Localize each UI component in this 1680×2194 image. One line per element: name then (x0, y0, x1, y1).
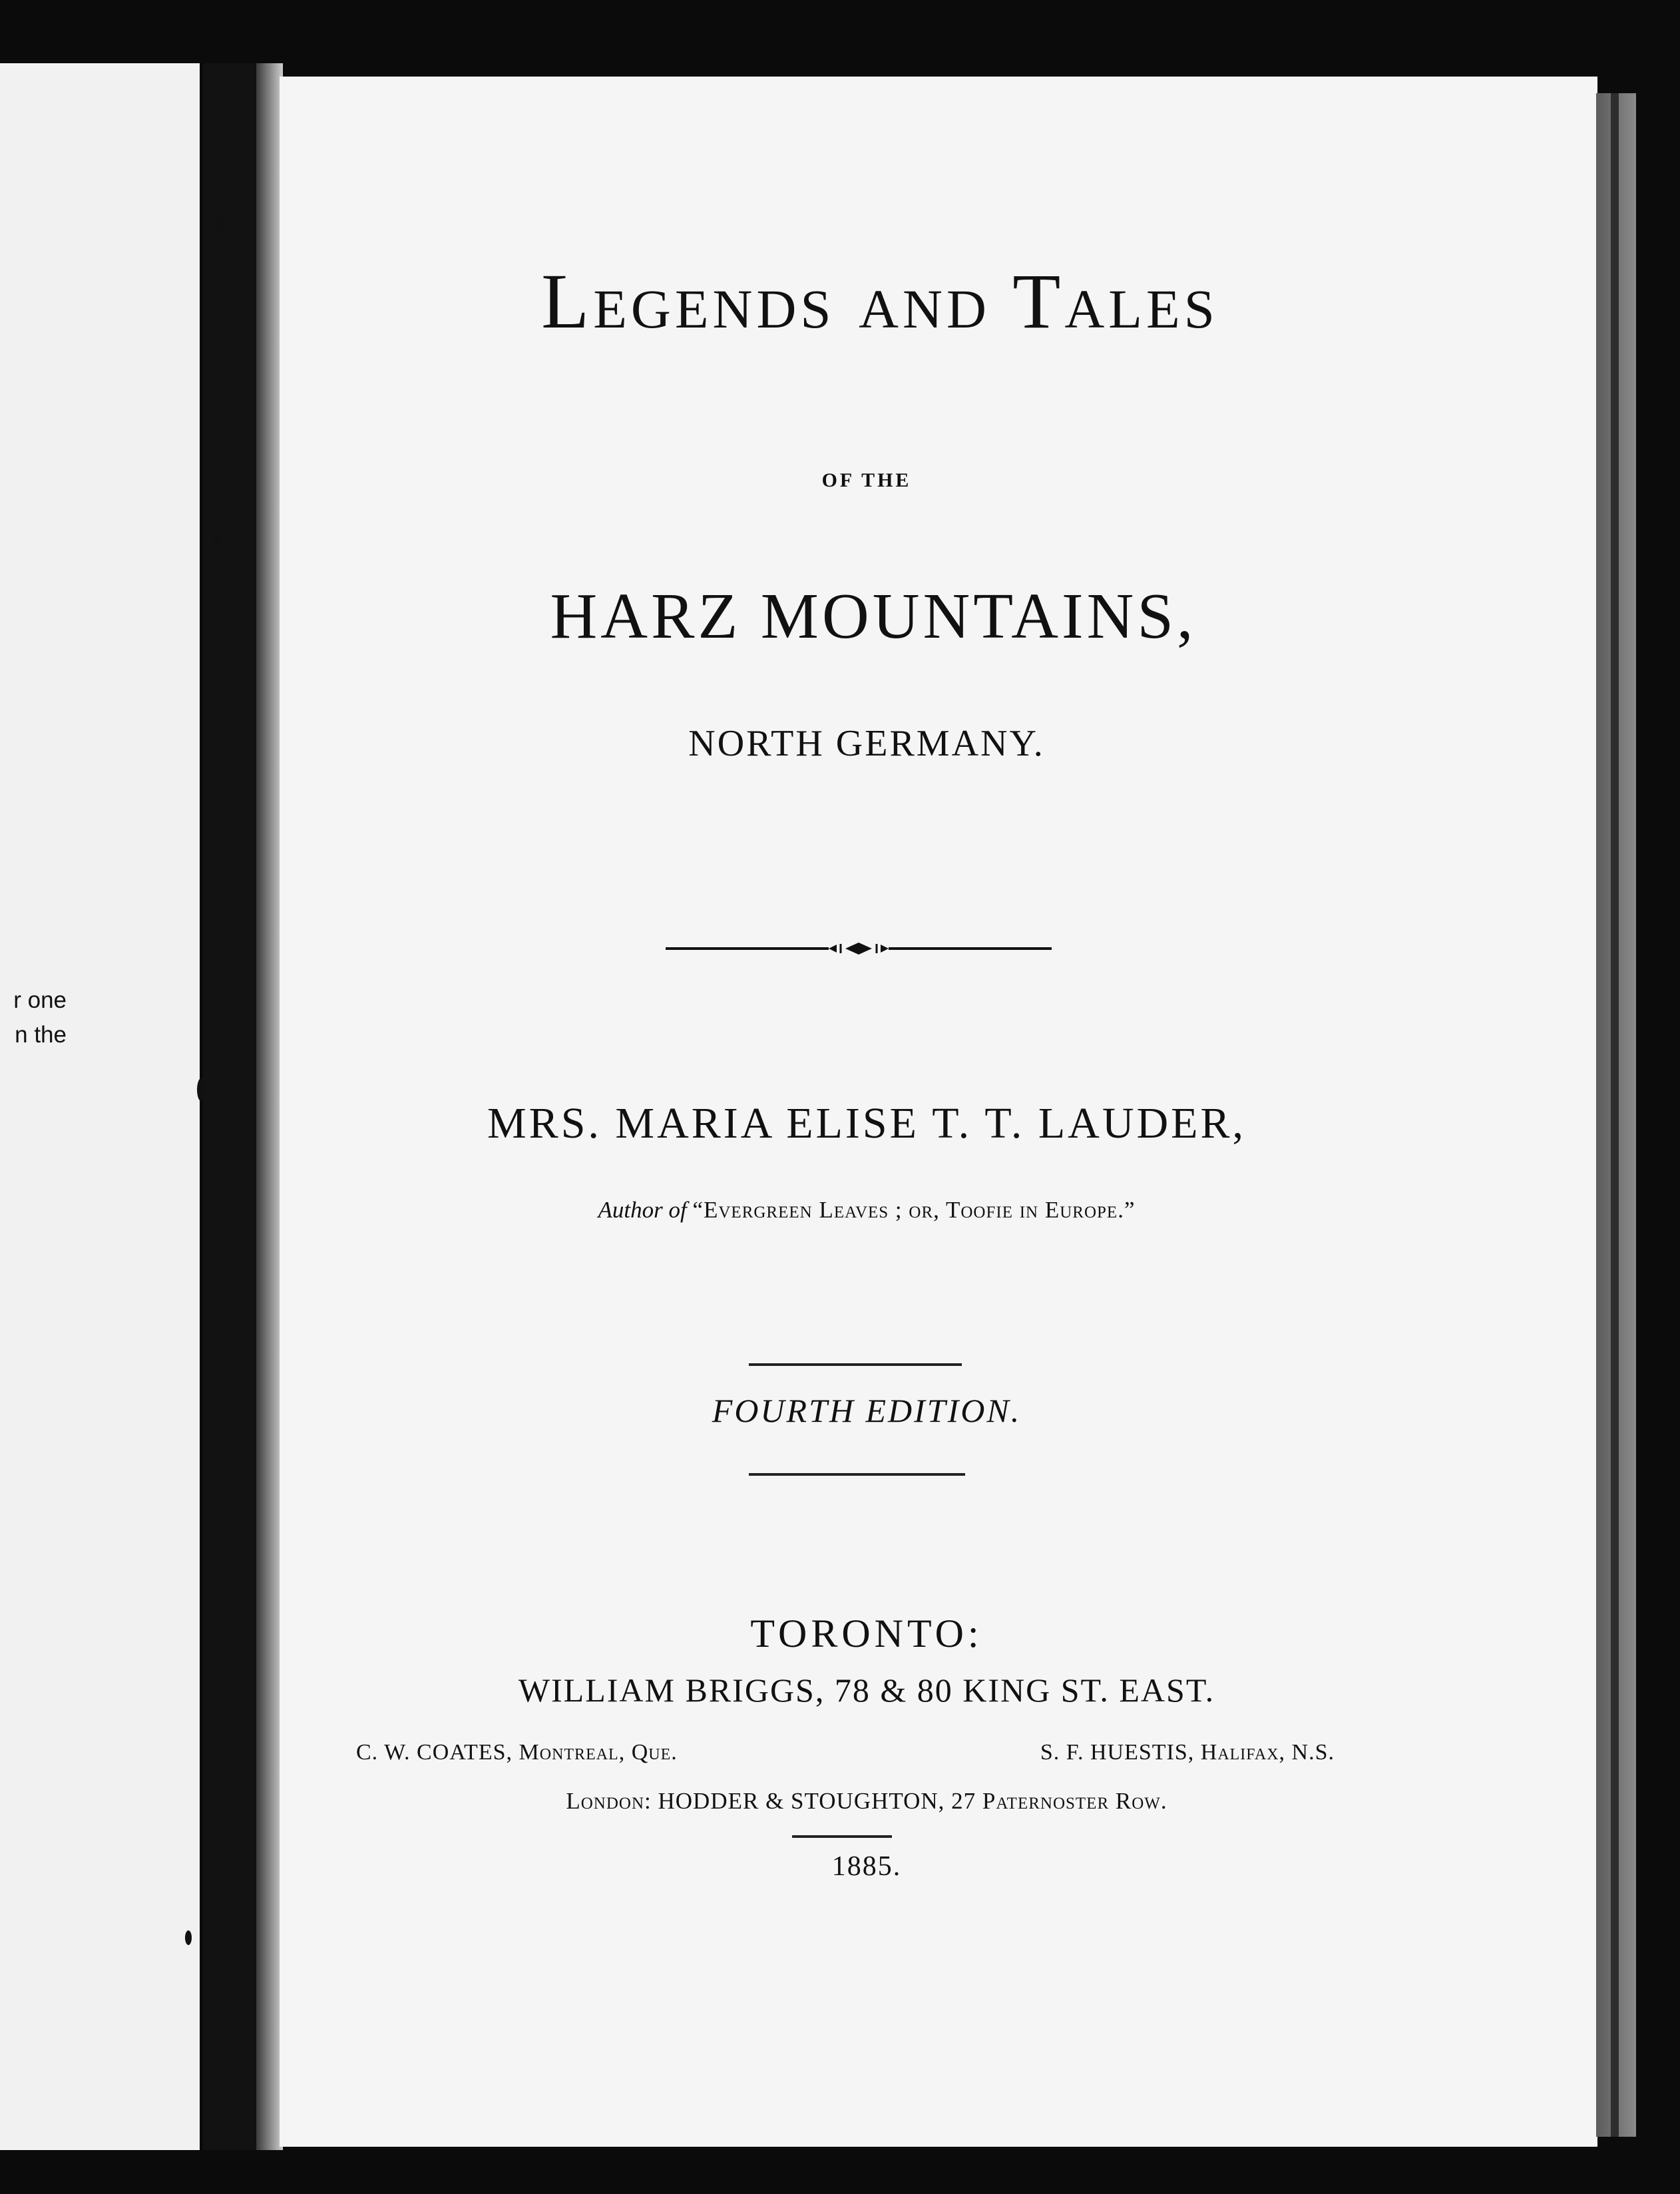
subject-heading: HARZ MOUNTAINS, (550, 580, 1197, 652)
agent-montreal-place: Montreal, Que. (519, 1740, 678, 1765)
scan-speck (185, 1930, 192, 1945)
edition-rule-top (749, 1363, 962, 1366)
publisher-line: WILLIAM BRIGGS, 78 & 80 KING ST. EAST. (518, 1671, 1215, 1709)
of-the-line: OF THE (821, 469, 912, 491)
region-heading: NORTH GERMANY. (688, 723, 1045, 764)
london-publisher: : HODDER & STOUGHTON, 27 (644, 1788, 976, 1814)
london-address: Paternoster Row. (982, 1788, 1167, 1814)
scan-speck (213, 533, 221, 546)
scan-speck (197, 1078, 205, 1101)
agent-montreal (356, 1740, 678, 1765)
agent-halifax-name: S. F. HUESTIS, (1040, 1740, 1195, 1765)
agent-halifax (1040, 1740, 1335, 1765)
agent-halifax-place: Halifax, N.S. (1200, 1740, 1335, 1765)
edition-rule-bottom (749, 1473, 965, 1476)
book-title: Legends and Tales (541, 258, 1219, 345)
author-note (0, 1197, 1680, 1223)
london-line (0, 1788, 1680, 1815)
author-note-prefix: Author of (598, 1197, 687, 1223)
publication-city: TORONTO: (750, 1612, 983, 1655)
edition-label: FOURTH EDITION. (712, 1392, 1022, 1429)
author-note-work: “Evergreen Leaves ; or, Toofie in Europe.” (692, 1197, 1136, 1223)
agent-montreal-name: C. W. COATES, (356, 1740, 513, 1765)
year-rule (792, 1835, 892, 1838)
left-page-fragment-1: r one (13, 987, 67, 1013)
author-name: MRS. MARIA ELISE T. T. LAUDER, (487, 1099, 1246, 1148)
ornamental-rule (662, 939, 1055, 959)
london-label: London (566, 1788, 645, 1814)
publication-year: 1885. (831, 1851, 902, 1882)
scan-speck (216, 213, 223, 230)
left-page-fragment-2: n the (15, 1022, 67, 1048)
